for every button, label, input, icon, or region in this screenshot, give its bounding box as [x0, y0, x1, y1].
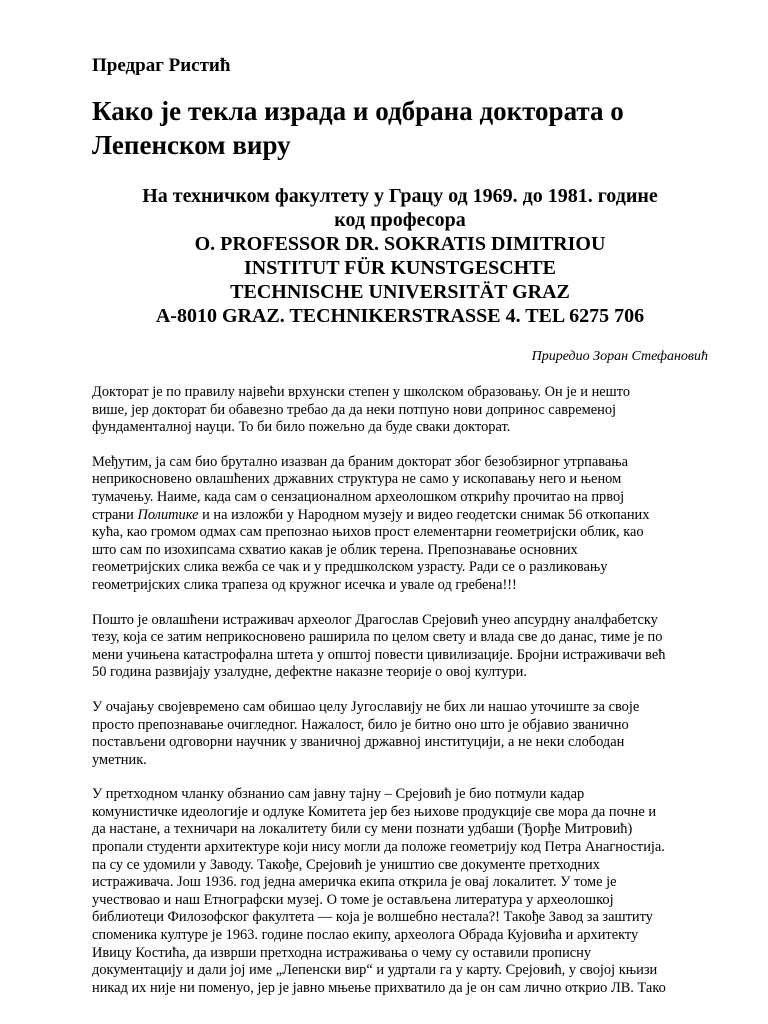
paragraph-line: да настане, а техничари на локалитету били су мени познати удбаши (Ђорђе Митровић) — [92, 821, 633, 838]
paragraph — [92, 454, 708, 595]
paragraph-line: фундаменталној науци. То би било пожељно да буде сваки докторат. — [92, 419, 511, 436]
paragraph-line: библиотеци Филозофског факултета — која је волшебно нестала?! Такође Завод за заштиту — [92, 909, 653, 926]
paragraph-line: више, јер докторат би обавезно требао да да неки потпуно нови допринос савременој — [92, 401, 617, 418]
paragraph-line: никад их није ни поменуо, јер је јавно мњење прихватило да је он сам лично открио ЛВ. Тако — [92, 979, 666, 996]
author-name: Предраг Ристић — [92, 55, 231, 76]
document-title — [92, 94, 708, 162]
paragraph — [92, 384, 708, 437]
paragraph-line: 50 година развијају узалудне, дефектне наказне теорије о овој култури. — [92, 664, 527, 681]
paragraph-line: неприкосновено овлашћених државних структура не само у ископавању него и њеном — [92, 471, 622, 488]
subtitle-line: На техничком факултету у Грацу од 1969. до 1981. године — [142, 185, 658, 207]
paragraph-line: просто препознавање очигледног. Нажалост, било је битно оно што је објавио званично — [92, 716, 629, 733]
subtitle-line: O. PROFESSOR DR. SOKRATIS DIMITRIOU — [194, 233, 606, 255]
paragraph-line: што сам по изохипсама схватио какав је облик терена. Препознавање основних — [92, 541, 578, 558]
paragraph-line: Пошто је овлашћени истраживач археолог Драгослав Срејовић унео апсурдну аналфабетску — [92, 611, 658, 628]
paragraph-line: страни Политике и на изложби у Народном музеју и видео геодетски снимак 56 откопаних — [92, 506, 650, 523]
paragraph-line: У очајању својевремено сам обишао целу Југославију не бих ли нашао уточиште за своје — [92, 698, 640, 715]
paragraph-line: споменика културе је 1963. године послао екипу, археолога Обрада Кујовића и архитекту — [92, 927, 639, 944]
paragraph-line: па су се удомили у Заводу. Такође, Срејовић је уништио све документе претходних — [92, 856, 600, 873]
subtitle-line: A-8010 GRAZ. TECHNIKERSTRASSE 4. TEL 6275 706 — [155, 305, 645, 327]
paragraph-line: кућа, као громом одмах сам препознао њихов прост елементарни геометријски облик, као — [92, 524, 644, 541]
paragraph-line: У претходном чланку обзнанио сам јавну тајну – Срејовић је био потмули кадар — [92, 786, 585, 803]
paragraph-line: комунистичке идеологије и одлуке Комитета јер без њихове продукције све мора да почне и — [92, 803, 657, 820]
paragraph-line: Докторат је по правилу највећи врхунски степен у школском образовању. Он је и нешто — [92, 384, 631, 400]
paragraph-line: истраживача. Још 1936. год једна америчка екипа открила је овај локалитет. У томе је — [92, 874, 617, 891]
editor-credit: Приредио Зоран Стефановић — [531, 349, 708, 364]
newspaper-name: Политике — [137, 506, 199, 523]
paragraph-line: геометријских слика вежба се чак и у предшколском узрасту. Ради се о разликовању — [92, 559, 608, 576]
paragraph — [92, 786, 708, 997]
paragraph — [92, 612, 708, 682]
paragraph-line: постављени одговорни научник у званичној државној институцији, а не неки слободан — [92, 734, 625, 751]
paragraph-line: мени учињена катастрофална штета у општој повести цивилизације. Бројни истраживачи већ — [92, 646, 666, 663]
title-line: Како је текла израда и одбрана доктората о — [92, 96, 624, 126]
paragraph — [92, 699, 708, 769]
paragraph-line: Међутим, ја сам био брутално изазван да браним докторат због безобзирног утрпавања — [92, 453, 629, 470]
paragraph-line: тумачењу. Наиме, када сам о сензационалном археолошком открићу прочитао на првој — [92, 488, 625, 505]
paragraph-line: геометријских слика трапеза од кружног исечка и увале од гребена!!! — [92, 576, 517, 593]
subtitle-line: код професора — [334, 209, 466, 231]
paragraph-line: Ивицу Костића, да изврши претходна истраживања о чему су оставили прописну — [92, 944, 592, 961]
paragraph-line: документацију и дали јој име „Лепенски вир“ и удртали га у карту. Срејовић, у својој књизи — [92, 962, 658, 979]
subtitle-line: INSTITUT FÜR KUNSTGESCHTE — [244, 257, 556, 279]
subtitle-line: TECHNISCHE UNIVERSITÄT GRAZ — [230, 281, 570, 303]
paragraph-line: тезу, која се затим неприкосновено раширила по целом свету и влада све до данас, тиме је по — [92, 629, 663, 646]
document-subtitle — [92, 184, 708, 328]
paragraph-line: учествовао и наш Етнографски музеј. О томе је остављена литература у археолошкој — [92, 891, 614, 908]
body-text — [92, 384, 708, 997]
paragraph-line: уметник. — [92, 751, 147, 768]
title-line: Лепенском виру — [92, 130, 291, 160]
paragraph-line: пропали студенти архитектуре који нису могли да положе геометрију код Петра Анагностија. — [92, 839, 665, 856]
